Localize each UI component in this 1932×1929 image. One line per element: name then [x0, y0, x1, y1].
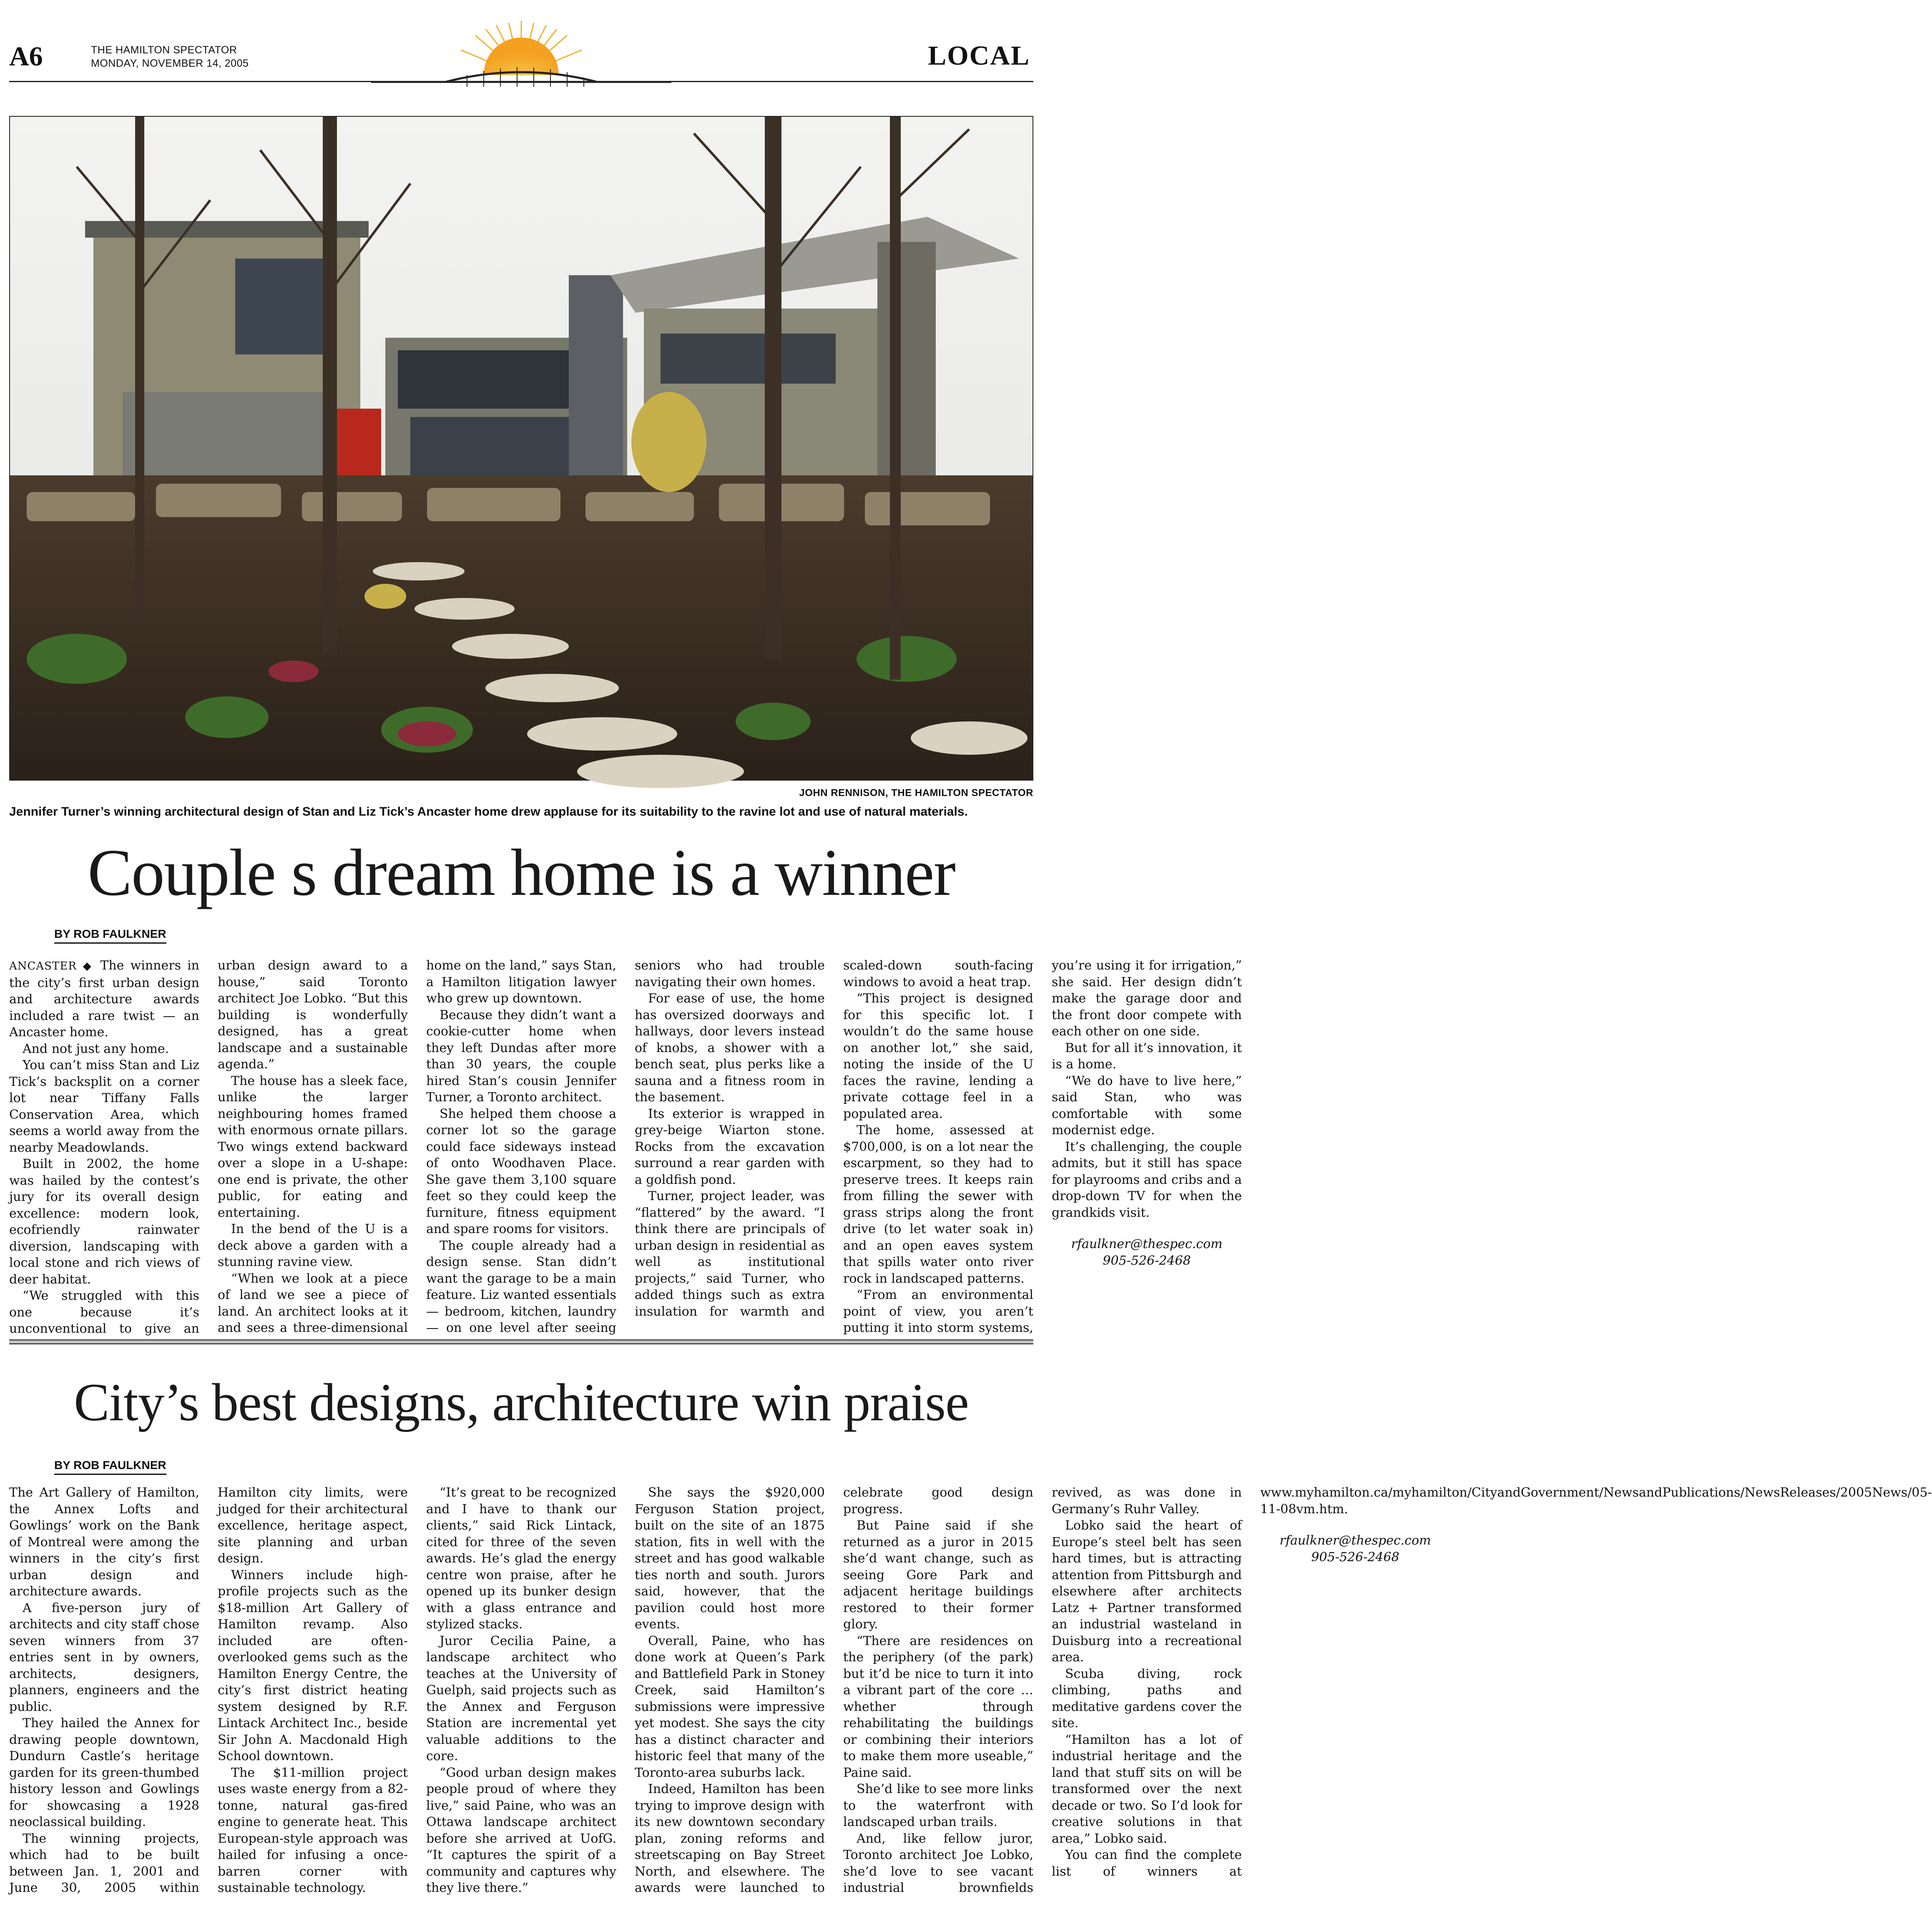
masthead-rule [9, 81, 1033, 82]
page-number: A6 [9, 41, 43, 72]
story1-paragraph: Turner, project leader, was “flattered” by the award. “I think there are principals of urban design in residential as well as institutional projects,” said Turner, who added things such as extra insulation for warmth and scaled-down south-facing windows to avoid a heat trap. [635, 958, 1033, 1319]
story2-paragraph: The Art Gallery of Hamilton, the Annex Lofts and Gowlings’ work on the Bank of Montreal were among the winners in the city’s first urban design and architecture awards. [9, 1485, 199, 1599]
paper-name: THE HAMILTON SPECTATOR [91, 44, 237, 56]
story2-paragraph: Indeed, Hamilton has been trying to improve design with its new downtown secondary plan, zoning reforms and streetscaping on Bay Street North, and elsewhere. The awards were launched to celebrate good design progress. [635, 1485, 1033, 1895]
photo-credit: JOHN RENNISON, THE HAMILTON SPECTATOR [799, 787, 1033, 799]
photo-caption: Jennifer Turner’s winning architectural design of Stan and Liz Tick’s Ancaster home drew applause for its suitability to the ravine lot and use of natural materials. [9, 805, 968, 819]
story2-paragraph: And, like fellow juror, Toronto architect Joe Lobko, she’d love to see vacant industrial brownfields revived, as was done in Germany’s Ruhr Valley. [843, 1485, 1242, 1895]
headline-dream-home: Couple s dream home is a winner [88, 835, 955, 909]
story1-paragraph: “When we look at a piece of land we see a piece of land. An architect looks at it and sees a three-dimensional home on the land,” says Stan, a Hamilton litigation lawyer who grew up downtown. [218, 958, 616, 1335]
story2-paragraph: A five-person jury of architects and city staff chose seven winners from 37 entries sent in by owners, architects, designers, planners, engineers and the public. [9, 1600, 199, 1714]
story1-paragraph: “From an environmental point of view, you aren’t putting it into storm systems, you’re using it for irrigation,” she said. Her design didn’t make the garage door and the front door compete with each other on one side. [843, 958, 1242, 1335]
story1-paragraph: Built in 2002, the home was hailed by the contest’s jury for its overall design excellence: modern look, ecofriendly rainwater diversion, landscaping with local stone and rich views of deer habitat. [9, 1157, 199, 1287]
paper-info [91, 43, 249, 70]
story2-paragraph: Overall, Paine, who has done work at Queen’s Park and Battlefield Park in Stoney Creek, said Hamilton’s submissions were impressive yet modest. She says the city has a distinct character and historic feel that many of the Toronto-area suburbs lack. [635, 1633, 825, 1780]
author-email: rfaulkner@thespec.com [1279, 1533, 1431, 1548]
story2-paragraph: They hailed the Annex for drawing people downtown, Dundurn Castle’s heritage garden for its green-thumbed history lesson and Gowlings for showcasing a 1928 neoclassical building. [9, 1716, 199, 1829]
author-email: rfaulkner@thespec.com [1071, 1237, 1223, 1251]
story1-paragraph: The home, assessed at $700,000, is on a lot near the escarpment, so they had to preserve trees. It keeps rain from filling the sewer with grass strips along the front drive (to let water soak in) and an open eaves system that spills water onto river rock in landscaped patterns. [843, 1123, 1033, 1286]
story1-paragraph: Its exterior is wrapped in grey-beige Wiarton stone. Rocks from the excavation surround a rear garden with a goldfish pond. [635, 1106, 825, 1187]
sunrise-bridge-icon [371, 13, 671, 96]
story2-paragraph: The $11-million project uses waste energy from a 82-tonne, natural gas-fired engine to generate heat. This European-style approach was hailed for infusing a once-barren corner with sustainable technology. [218, 1765, 408, 1895]
story1-paragraph: Because they didn’t want a cookie-cutter home when they left Dundas after more than 30 years, the couple hired Stan’s cousin Jennifer Turner, a Toronto architect. [426, 1007, 616, 1105]
story2-body [9, 1484, 1932, 1901]
story1-paragraph: “We struggled with this one because it’s unconventional to give an urban design award to a house,” said Toronto architect Joe Lobko. “But this building is wonderfully designed, has a great landscape and a sustainable agenda.” [9, 958, 408, 1336]
story2-paragraph: “Hamilton has a lot of industrial heritage and the land that stuff sits on will be transformed over the next decade or two. So I’d look for creative solutions in that area,” Lobko said. [1052, 1732, 1242, 1846]
story2-paragraph: Juror Cecilia Paine, a landscape architect who teaches at the University of Guelph, said projects such as the Annex and Ferguson Station are incremental yet valuable additions to the core. [426, 1633, 616, 1763]
dateline: ANCASTER ◆ [9, 960, 94, 972]
section-name: LOCAL [928, 40, 1030, 71]
story2-paragraph: Winners include high-profile projects such as the $18-million Art Gallery of Hamilton revamp. Also included are often-overlooked gems such as the Hamilton Energy Centre, the city’s first district heating system designed by R.F. Lintack Architect Inc., beside Sir John A. Macdonald High School downtown. [218, 1567, 408, 1763]
story1-paragraph: ANCASTER ◆ The winners in the city’s first urban design and architecture awards included a rare twist — an Ancaster home. [9, 958, 200, 1040]
story1-paragraph: The house has a sleek face, unlike the larger neighbouring homes framed with enormous ornate pillars. Two wings extend backward over a slope in a U-shape: one end is private, the other public, for eating and entertaining. [218, 1073, 408, 1220]
story1-paragraph: But for all it’s innovation, it is a home. [1052, 1040, 1242, 1072]
story1-paragraph: In the bend of the U is a deck above a garden with a stunning ravine view. [218, 1222, 408, 1269]
story2-paragraph: Lobko said the heart of Europe’s steel belt has seen hard times, but is attracting attention from Pittsburgh and elsewhere after architects Latz + Partner transformed an industrial wasteland in Duisburg into a recreational area. [1052, 1518, 1242, 1665]
headline-best-designs: City’s best designs, architecture win praise [74, 1373, 969, 1432]
story1-body [9, 957, 1242, 1339]
author-phone: 905-526-2468 [1103, 1253, 1191, 1268]
author-phone: 905-526-2468 [1311, 1550, 1399, 1565]
story1-paragraph: For ease of use, the home has oversized doorways and hallways, door levers instead of knobs, a shower with a bench seat, plus perks like a sauna and a fitness room in the basement. [635, 991, 825, 1105]
byline-story1: BY ROB FAULKNER [54, 927, 166, 944]
story2-paragraph: She says the $920,000 Ferguson Station project, built on the site of an 1875 station, fits in well with the street and has good walkable ties north and south. Jurors said, however, that the pavilion could host more events. [635, 1485, 825, 1632]
issue-date: MONDAY, NOVEMBER 14, 2005 [91, 58, 249, 69]
story1-paragraph: “This project is designed for this specific lot. I wouldn’t do the same house on another lot,” she said, noting the inside of the U faces the ravine, lending a private cottage feel in a populated area. [843, 991, 1033, 1121]
story1-paragraph: And not just any home. [23, 1041, 169, 1056]
story2-paragraph: Scuba diving, rock climbing, paths and meditative gardens cover the site. [1052, 1666, 1242, 1731]
story2-paragraph: The winning projects, which had to be built between Jan. 1, 2001 and June 30, 2005 within Hamilton city limits, were judged for their architectural excellence, heritage aspect, site planning and urban design. [9, 1485, 408, 1895]
byline-story2: BY ROB FAULKNER [54, 1459, 166, 1475]
story1-paragraph: She helped them choose a corner lot so the garage could face sideways instead of onto Woodhaven Place. She gave them 3,100 square feet so they could keep the furniture, fitness equipment and spare rooms for visitors. [426, 1106, 616, 1236]
story2-paragraph: “It’s great to be recognized and I have to thank our clients,” said Rick Lintack, cited for three of the seven awards. He’s glad the energy centre won praise, after he opened up its bunker design with a glass entrance and stylized stacks. [426, 1485, 616, 1632]
story-divider-fill [9, 1341, 1033, 1343]
story1-paragraph: It’s challenging, the couple admits, but it still has space for playrooms and cribs and a drop-down TV for when the grandkids visit. [1052, 1139, 1242, 1220]
story2-paragraph: She’d like to see more links to the waterfront with landscaped urban trails. [843, 1782, 1033, 1829]
house-photo [9, 116, 1033, 781]
story1-paragraph: You can’t miss Stan and Liz Tick’s backsplit on a corner lot near Tiffany Falls Conservation Area, which seems a world away from the nearby Meadowlands. [9, 1058, 199, 1155]
story2-paragraph: You can find the complete list of winners at www.myhamilton.ca/myhamilton/CityandGovernment/NewsandPublications/NewsReleases/2005News/05-11-08vm.htm. [1052, 1485, 1932, 1879]
story2-paragraph: But Paine said if she returned as a juror in 2015 she’d want change, such as seeing Gore Park and adjacent heritage buildings restored to their former glory. [843, 1518, 1033, 1632]
story2-paragraph: “There are residences on the periphery (of the park) but it’d be nice to turn it into a vibrant part of the core … whether through rehabilitating the buildings or combining their interiors to make them more useable,” Paine said. [843, 1633, 1033, 1780]
story1-paragraph: The couple already had a design sense. Stan didn’t want the garage to be a main feature. Liz wanted essentials — bedroom, kitchen, laundry — on one level after seeing seniors who had trouble navigating their own homes. [426, 958, 825, 1335]
story2-paragraph: “Good urban design makes people proud of where they live,” said Paine, who was an Ottawa landscape architect before she arrived at UofG. “It captures the spirit of a community and captures why they live there.” [426, 1765, 616, 1895]
story1-paragraph: “We do have to live here,” said Stan, who was comfortable with some modernist edge. [1052, 1073, 1242, 1138]
